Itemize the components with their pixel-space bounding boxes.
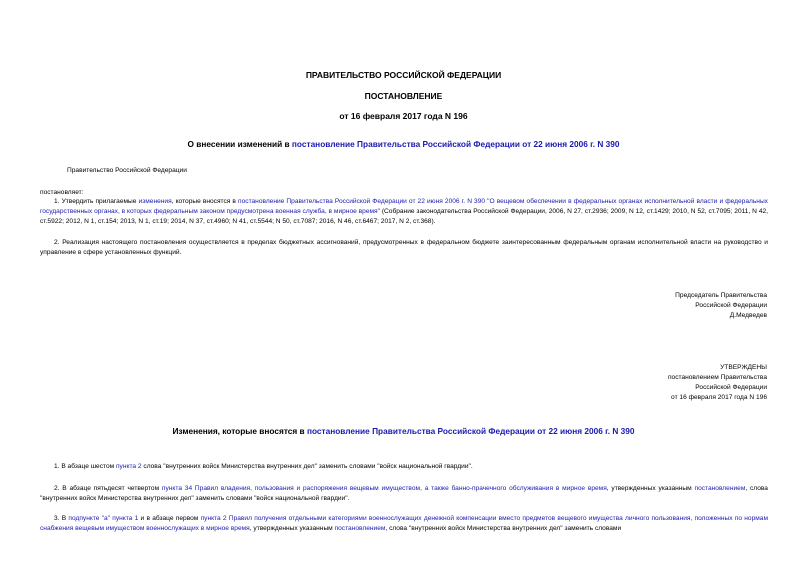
c3-text-b: и в абзаце первом: [138, 515, 201, 522]
item-2-link[interactable]: пункта 2: [115, 463, 142, 470]
resolution-link-2[interactable]: постановлением: [334, 525, 386, 532]
signature-line-2: Российской Федерации: [695, 302, 767, 309]
paragraph-2: 2. Реализация настоящего постановления осуществляется в пределах бюджетных ассигнований, предусмотренных в федеральном бюджете заинтересованным федеральным органам исполнительной власти на руководство и управление в сфере установленных функций.: [40, 239, 768, 256]
p1-text-b: , которые вносятся в: [171, 198, 239, 205]
document-type: ПОСТАНОВЛЕНИЕ: [364, 91, 443, 101]
approval-line-1: УТВЕРЖДЕНЫ: [720, 364, 767, 371]
changes-title-link[interactable]: постановление Правительства Российской Федерации от 22 июня 2006 г. N 390: [306, 426, 635, 436]
signature-line-3: Д.Медведев: [729, 312, 767, 319]
change-2: [40, 484, 768, 504]
p1-text-a: 1. Утвердить прилагаемые: [54, 198, 139, 205]
change-1: [54, 462, 473, 472]
approval-line-3: Российской Федерации: [695, 384, 767, 391]
c2-text-b: , утвержденных указанным: [606, 485, 695, 492]
approval-block: [668, 363, 767, 403]
signature-line-1: Председатель Правительства: [675, 292, 767, 299]
approval-line-4: от 16 февраля 2017 года N 196: [671, 394, 767, 401]
c1-text-a: 1. В абзаце шестом: [54, 463, 116, 470]
c3-text-d: , слова "внутренних войск Министерства внутренних дел" заменить словами: [385, 525, 622, 532]
c3-text-c: , утвержденных указанным: [249, 525, 335, 532]
changes-link[interactable]: изменения: [138, 198, 172, 205]
intro-text: Правительство Российской Федерации: [67, 167, 187, 174]
decides-text: постановляет:: [40, 189, 84, 196]
item-34-rules-link[interactable]: пункта 34 Правил владения, пользования и распоряжения вещевым имуществом, а также банно-прачечного обслуживания в мирное время: [161, 485, 607, 492]
subitem-a-link[interactable]: подпункте "а" пункта 1: [68, 515, 139, 522]
approval-line-2: постановлением Правительства: [667, 374, 767, 381]
c3-text-a: 3. В: [54, 515, 69, 522]
document-date: от 16 февраля 2017 года N 196: [339, 111, 468, 121]
paragraph-1: [40, 197, 768, 227]
c2-text-c: , слова "внутренних войск Министерства внутренних дел" заменить словами "войск национальной гвардии".: [40, 485, 768, 502]
resolution-390-link[interactable]: постановление Правительства Российской Федерации от 22 июня 2006 г. N 390 "О вещевом обеспечении в федеральных органах исполнительной власти и федеральных государственных органах, в которых федеральным законом предусмотрена военная служба, в мирное время": [40, 198, 768, 215]
resolution-link[interactable]: постановлением: [694, 485, 746, 492]
title-prefix: О внесении изменений в: [187, 139, 292, 149]
government-heading: ПРАВИТЕЛЬСТВО РОССИЙСКОЙ ФЕДЕРАЦИИ: [305, 70, 502, 80]
change-3: [40, 514, 768, 534]
item-2-rules-link[interactable]: пункта 2 Правил получения отдельными категориями военнослужащих денежной компенсации вместо предметов вещевого имущества личного пользования, положенных по нормам снабжения вещевым имуществом военнослужащих в мирное время: [40, 515, 768, 532]
c1-text-b: слова "внутренних войск Министерства внутренних дел" заменить словами "войск национальной гвардии".: [141, 463, 473, 470]
c2-text-a: 2. В абзаце пятьдесят четвертом: [54, 485, 162, 492]
document-title: [0, 139, 807, 149]
p1-text-c: (Собрание законодательства Российской Федерации, 2006, N 27, ст.2936; 2009, N 12, ст.1429; 2010, N 52, ст.7095; 2011, N 42, ст.5922; 2012, N 1, ст.154; 2013, N 1, ст.19; 2014, N 37, ст.4960; N 41, ст.5544; N 50, ст.7087; 2016, N 46, ст.6467; 2017, N 2, ст.368).: [40, 208, 768, 225]
changes-title: [0, 426, 807, 436]
signature-block: [675, 291, 767, 321]
title-link[interactable]: постановление Правительства Российской Федерации от 22 июня 2006 г. N 390: [291, 139, 620, 149]
changes-title-prefix: Изменения, которые вносятся в: [172, 426, 307, 436]
